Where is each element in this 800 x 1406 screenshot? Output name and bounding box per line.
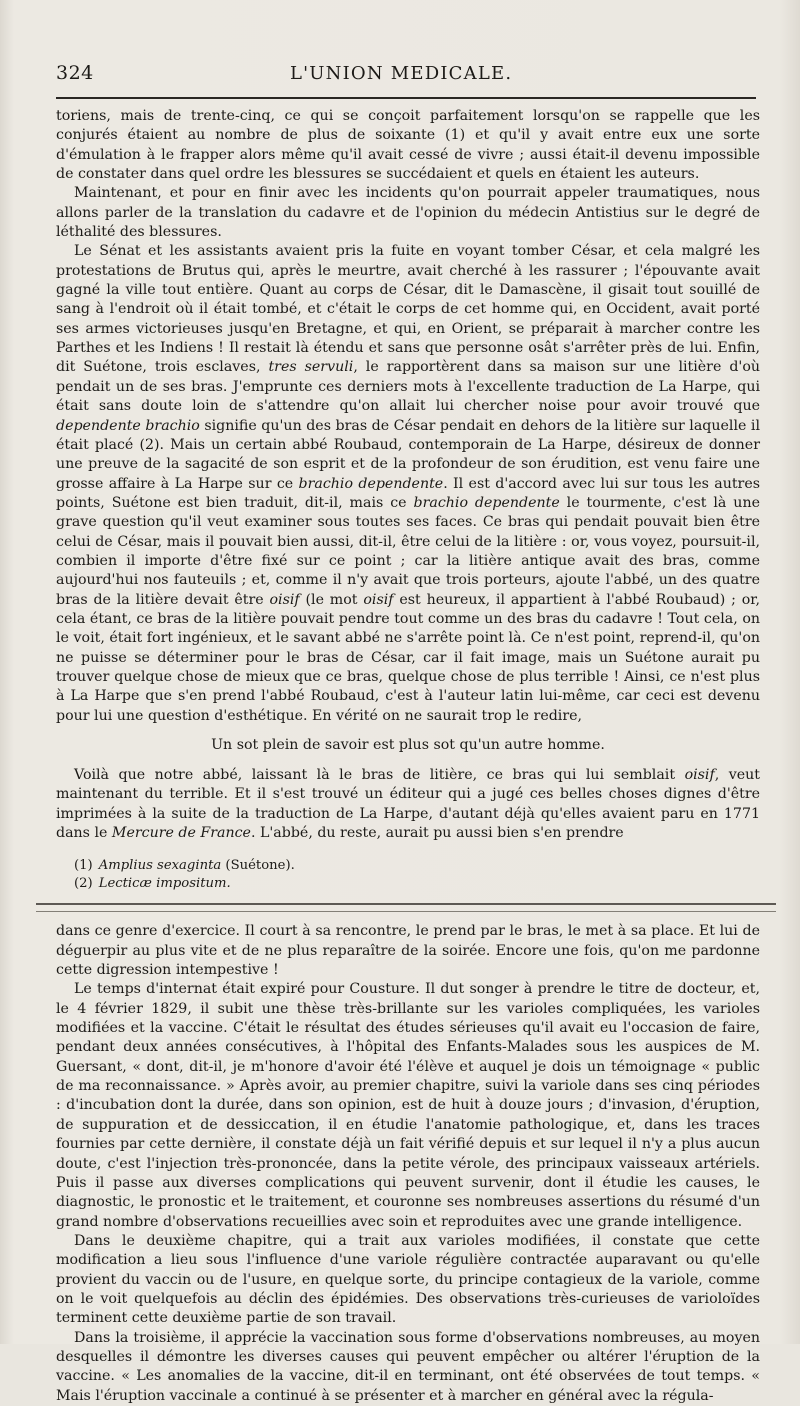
footnote <box>74 875 760 893</box>
section-separator <box>36 903 776 912</box>
header-rule <box>56 97 756 99</box>
article-body-continued <box>56 922 760 1406</box>
footnote-mark: (2) <box>74 876 93 892</box>
footnote-suffix: (Suétone). <box>221 858 295 874</box>
footnote-text: Amplius sexaginta <box>98 858 222 874</box>
journal-title: L'UNION MEDICALE. <box>290 63 513 84</box>
footnote-mark: (1) <box>74 858 93 874</box>
page-number: 324 <box>56 62 94 84</box>
paragraph: Maintenant, et pour en finir avec les incidents qu'on pourrait appeler traumatiques, nous allons parler de la translation du cadavre et de l'opinion du médecin Antistius sur le degré de léthalité des blessures. <box>56 185 760 241</box>
paragraph: Dans le deuxième chapitre, qui a trait aux varioles modifiées, il constate que cette modification a lieu sous l'influence d'une variole régulière contractée auparavant ou qu'elle provient du vaccin ou de l'usure, en quelque sorte, du principe contagieux de la variole, comme on le voit quelquefois au déclin des épidémies. Des observations très-curieuses de varioloïdes terminent cette deuxième partie de son travail. <box>56 1232 760 1327</box>
paragraph: Voilà que notre abbé, laissant là le bras de litière, ce bras qui lui semblait oisif, veut maintenant du terrible. Et il s'est trouvé un éditeur qui a jugé ces belles choses dignes d'être imprimées à la suite de la traduction de La Harpe, d'autant déjà qu'elles avaient paru en 1771 dans le Mercure de France. L'abbé, du reste, aurait pu aussi bien s'en prendre <box>56 767 760 842</box>
footnotes <box>56 857 760 893</box>
article-body <box>56 107 760 893</box>
quoted-verse: Un sot plein de savoir est plus sot qu'un autre homme. <box>211 737 605 753</box>
paragraph: dans ce genre d'exercice. Il court à sa rencontre, le prend par le bras, le met à sa place. Et lui de déguerpir au plus vite et de ne plus reparaître de la soirée. Encore une fois, qu'on me pardonne cette digression intempestive ! <box>56 923 760 979</box>
paragraph: Le Sénat et les assistants avaient pris la fuite en voyant tomber César, et cela malgré les protestations de Brutus qui, après le meurtre, avait cherché à les rassurer ; l'épouvante avait gagné la ville tout entière. Quant au corps de César, dit le Damascène, il gisait tout souillé de sang à l'endroit où il était tombé, et c'était le corps de cet homme qui, en Occident, avait porté ses armes victorieuses jusqu'en Bretagne, et qui, en Orient, se préparait à marcher contre les Parthes et les Indiens ! Il restait là étendu et sans que personne osât s'arrêter près de lui. Enfin, dit Suétone, trois esclaves, tres servuli, le rapportèrent dans sa maison sur une litière d'où pendait un de ses bras. J'emprunte ces derniers mots à l'excellente traduction de La Harpe, qui était sans doute loin de s'attendre qu'on allait lui chercher noise pour avoir trouvé que dependente brachio signifie qu'un des bras de César pendait en dehors de la litière sur laquelle il était placé (2). Mais un certain abbé Roubaud, contemporain de La Harpe, désireux de donner une preuve de la sagacité de son esprit et de la profondeur de son érudition, est venu faire une grosse affaire à La Harpe sur ce brachio dependente. Il est d'accord avec lui sur tous les autres points, Suétone est bien traduit, dit-il, mais ce brachio dependente le tourmente, c'est là une grave question qu'il veut examiner sous toutes ses faces. Ce bras qui pendait pouvait bien être celui de César, mais il pouvait bien aussi, dit-il, être celui de la litière : or, vous voyez, poursuit-il, combien il importe d'être fixé sur ce point ; car la litière antique avait des bras, comme aujourd'hui nos fauteuils ; et, comme il n'y avait que trois porteurs, ajoute l'abbé, un des quatre bras de la litière devait être oisif (le mot oisif est heureux, il appartient à l'abbé Roubaud) ; or, cela étant, ce bras de la litière pouvait pendre tout comme un des bras du cadavre ! Tout cela, on le voit, était fort ingénieux, et le savant abbé ne s'arrête point là. Ce n'est point, reprend-il, qu'on ne puisse se déterminer pour le bras de César, car il fait image, mais un Suétone aurait pu trouver quelque chose de mieux que ce bras, quelque chose de plus terrible ! Ainsi, ce n'est plus à La Harpe que s'en prend l'abbé Roubaud, c'est à l'auteur latin lui-même, car ceci est devenu pour lui une question d'esthétique. En vérité on ne saurait trop le redire, <box>56 243 761 724</box>
footnote-text: Lecticæ impositum. <box>98 876 231 892</box>
paragraph: Dans la troisième, il apprécie la vaccination sous forme d'observations nombreuses, au moyen desquelles il démontre les diverses causes qui peuvent empêcher ou altérer l'éruption de la vaccine. « Les anomalies de la vaccine, dit-il en terminant, ont été observées de tout temps. « Mais l'éruption vaccinale a continué à se présenter et à marcher en général avec la régula- <box>56 1329 760 1404</box>
paragraph: Le temps d'internat était expiré pour Cousture. Il dut songer à prendre le titre de docteur, et, le 4 février 1829, il subit une thèse très-brillante sur les varioles compliquées, les varioles modifiées et la vaccine. C'était le résultat des études sérieuses qu'il avait eu l'occasion de faire, pendant deux années consécutives, à l'hôpital des Enfants-Malades sous les auspices de M. Guersant, « dont, dit-il, je m'honore d'avoir été l'élève et auquel je dois un témoignage « public de ma reconnaissance. » Après avoir, au premier chapitre, suivi la variole dans ses cinq périodes : d'incubation dont la durée, dans son opinion, est de huit à douze jours ; d'invasion, d'éruption, de suppuration et de dessiccation, il en étudie l'anatomie pathologique, et, dans les traces fournies par cette dernière, il constate déjà un fait vérifié depuis et sur lequel il n'y a plus aucun doute, c'est l'injection très-prononcée, dans la petite vérole, des principaux vaisseaux artériels. Puis il passe aux diverses complications qui peuvent survenir, dont il étudie les causes, le diagnostic, le pronostic et le traitement, et couronne ses nombreuses assertions du résumé d'un grand nombre d'observations recueillies avec soin et reproduites avec une grande intelligence. <box>56 981 760 1230</box>
footnote <box>74 857 760 875</box>
paragraph: toriens, mais de trente-cinq, ce qui se conçoit parfaitement lorsqu'on se rappelle que les conjurés étaient au nombre de plus de soixante (1) et qu'il y avait entre eux une sorte d'émulation à le frapper alors même qu'il avait cessé de vivre ; aussi était-il devenu impossible de constater dans quel ordre les blessures se succédaient et quels en étaient les auteurs. <box>56 108 760 183</box>
page-header <box>56 62 766 92</box>
